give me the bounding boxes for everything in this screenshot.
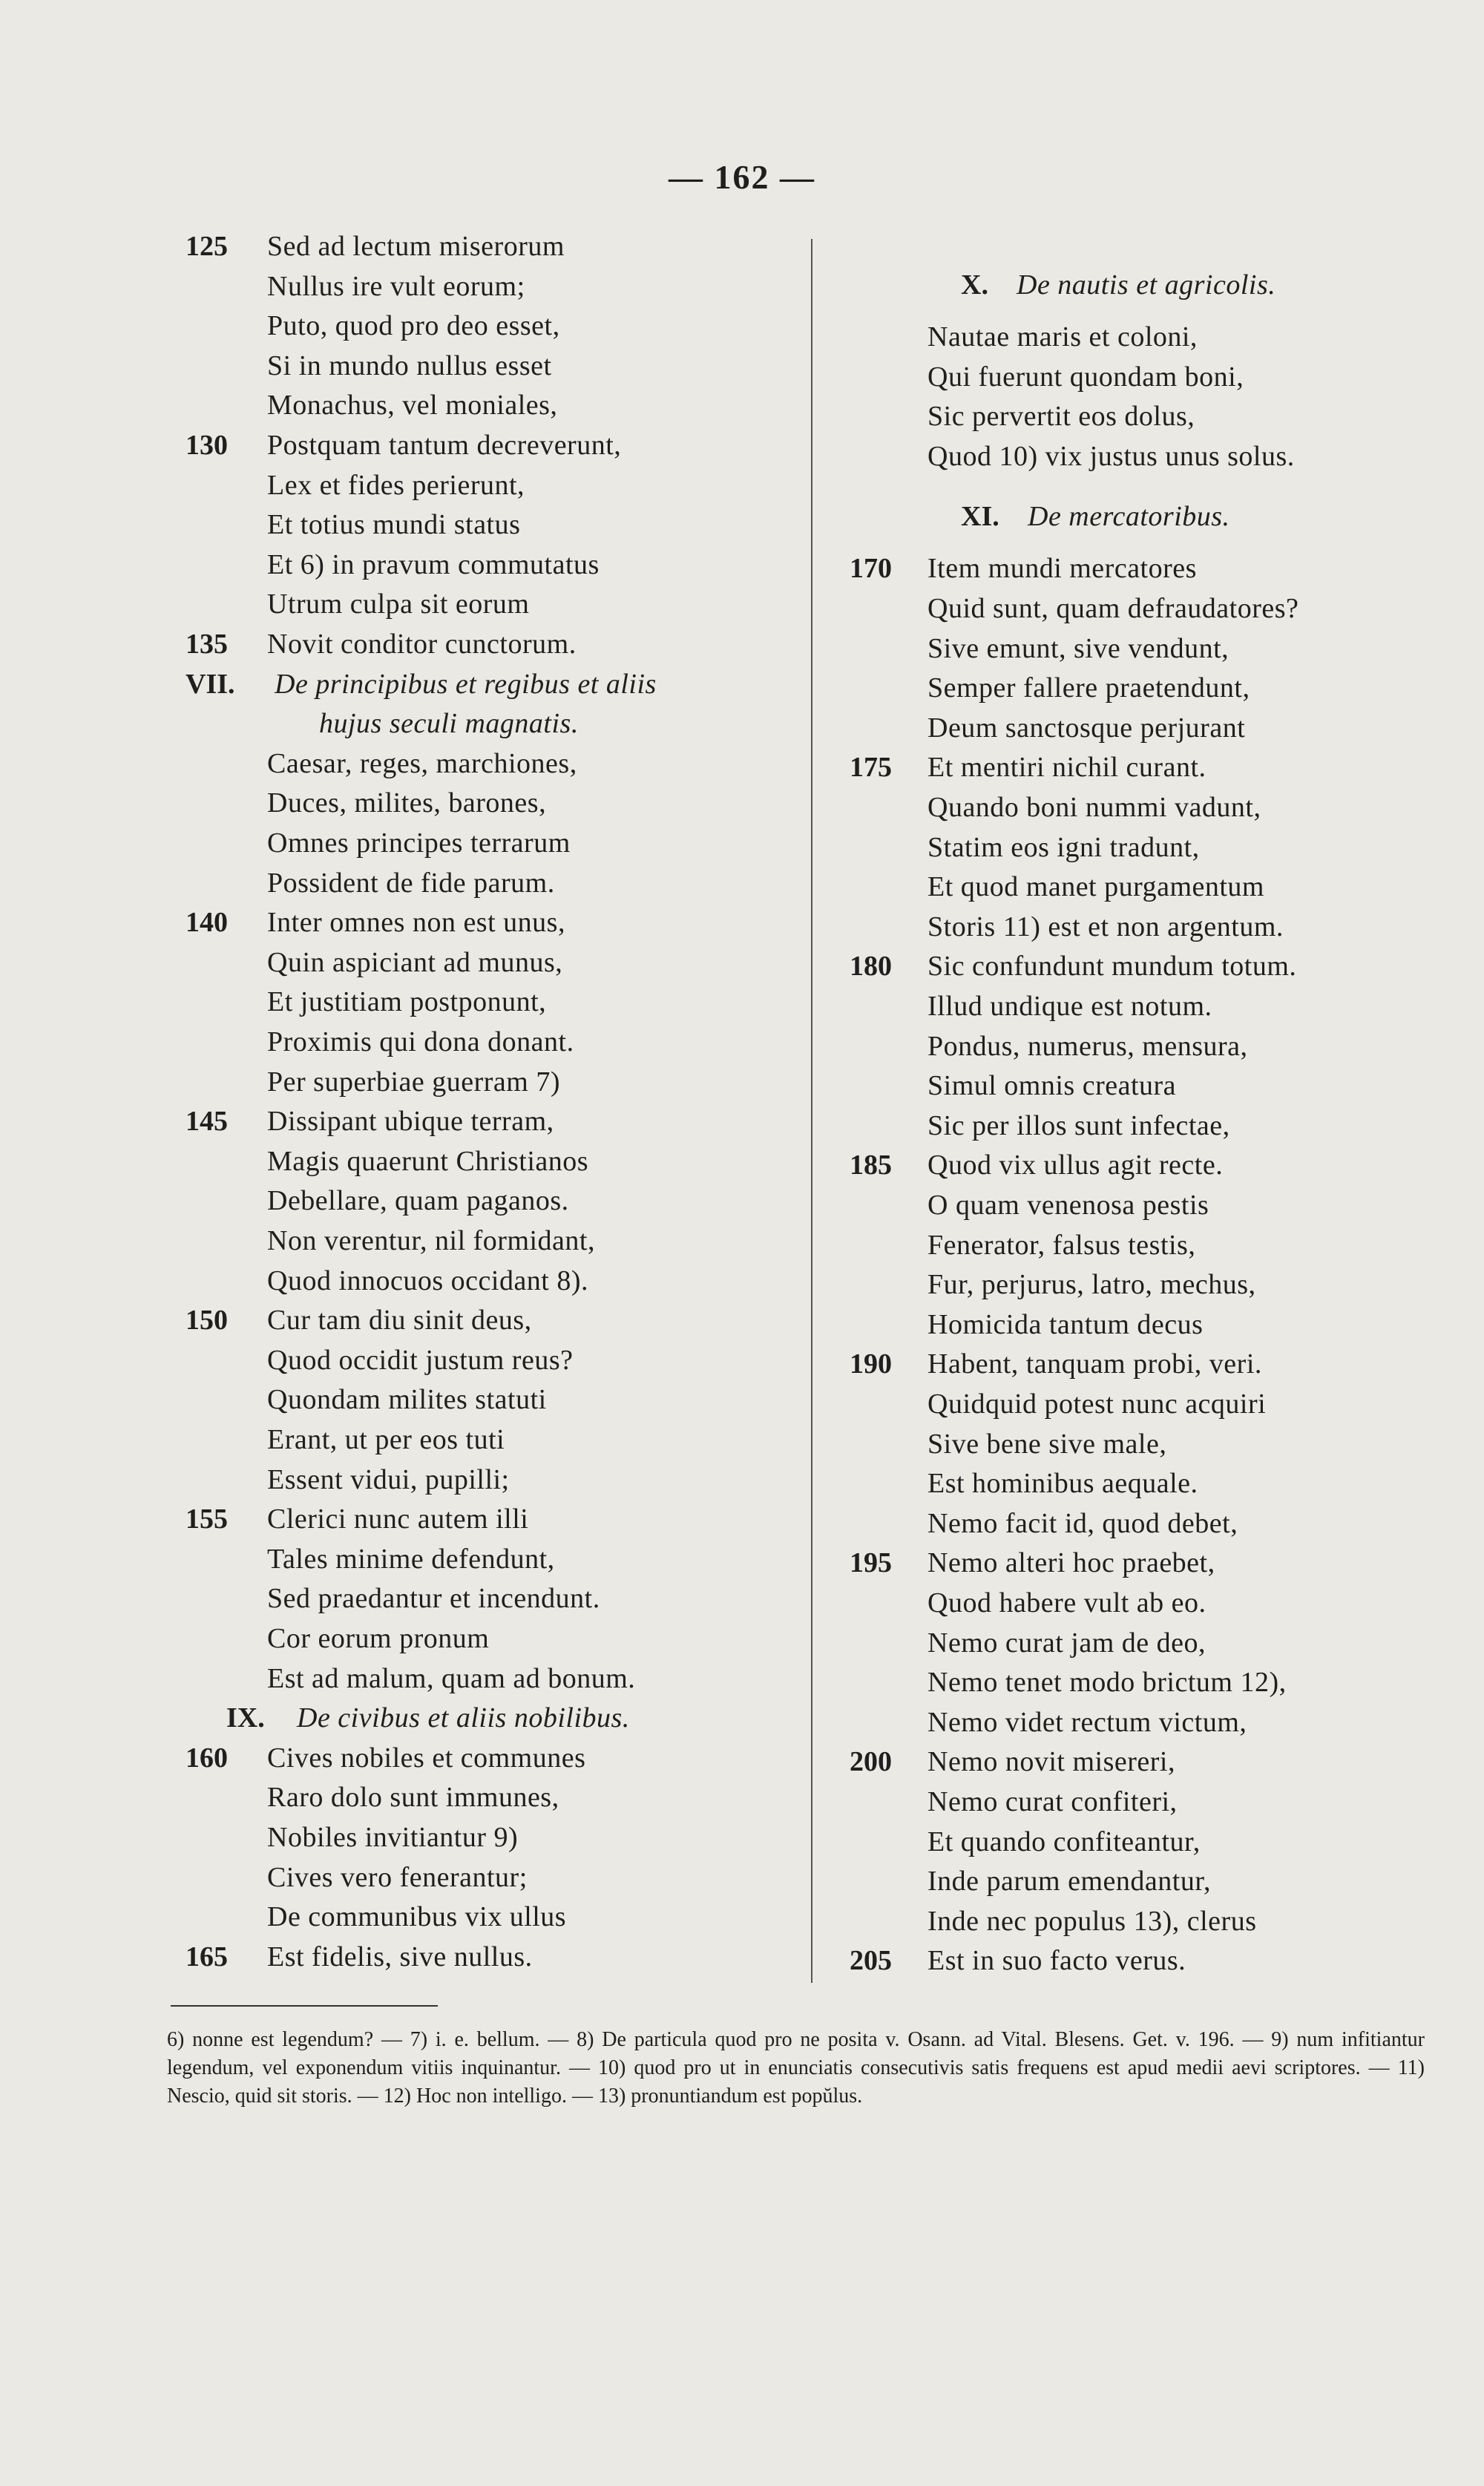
section-heading: De nautis et agricolis.: [1017, 269, 1276, 301]
verse-line: Est in suo facto verus.: [928, 1945, 1186, 1976]
verse-line: Statim eos igni tradunt,: [928, 832, 1200, 863]
verse-line: Cor eorum pronum: [267, 1623, 490, 1654]
verse-line: Non verentur, nil formidant,: [267, 1225, 595, 1256]
verse-line: Lex et fides perierunt,: [267, 470, 525, 501]
verse-line: Fenerator, falsus testis,: [928, 1230, 1196, 1261]
verse-line: Monachus, vel moniales,: [267, 390, 558, 421]
line-number: 190: [850, 1348, 892, 1380]
line-number: IX.: [226, 1702, 265, 1734]
line-number: 195: [850, 1547, 892, 1578]
verse-line: Sive bene sive male,: [928, 1429, 1167, 1460]
verse-line: Quod 10) vix justus unus solus.: [928, 441, 1295, 472]
line-number: 130: [186, 430, 228, 461]
verse-line: Cives nobiles et communes: [267, 1742, 586, 1774]
line-number: 155: [186, 1503, 228, 1535]
line-number: 180: [850, 951, 892, 982]
verse-line: Homicida tantum decus: [928, 1309, 1204, 1340]
verse-line: Puto, quod pro deo esset,: [267, 310, 560, 341]
verse-line: Utrum culpa sit eorum: [267, 588, 530, 620]
footnotes: 6) nonne est legendum? — 7) i. e. bellum. — 8) De particula quod pro ne posita v. Osann. ad Vital. Blesens. Get. v. 196. — 9) num infitiantur legendum, vel exponendum vitiis inquinantur. — 10) quod pro ut in enunciatis consecutivis satis frequens est apud medii aevi scriptores. — 11) Nescio, quid sit storis. — 12) Hoc non intelligo. — 13) pronuntiandum est popŭlus.: [167, 2028, 1425, 2108]
verse-line: Si in mundo nullus esset: [267, 350, 552, 381]
verse-line: Et quod manet purgamentum: [928, 871, 1264, 902]
line-number: XI.: [961, 501, 999, 532]
verse-line: Et 6) in pravum commutatus: [267, 549, 600, 580]
verse-line: Erant, ut per eos tuti: [267, 1424, 505, 1455]
verse-line: Novit conditor cunctorum.: [267, 629, 577, 660]
line-number: 140: [186, 907, 228, 938]
line-number: 135: [186, 629, 228, 660]
verse-line: Nemo videt rectum victum,: [928, 1707, 1247, 1738]
verse-line: Nemo facit id, quod debet,: [928, 1508, 1238, 1539]
verse-line: Raro dolo sunt immunes,: [267, 1782, 559, 1813]
verse-line: Nemo novit misereri,: [928, 1746, 1175, 1777]
verse-line: Omnes principes terrarum: [267, 827, 571, 859]
verse-line: Quondam milites statuti: [267, 1384, 547, 1415]
verse-line: Inde parum emendantur,: [928, 1866, 1211, 1897]
verse-line: Nullus ire vult eorum;: [267, 271, 525, 302]
section-heading: hujus seculi magnatis.: [319, 708, 579, 739]
verse-line: Sive emunt, sive vendunt,: [928, 633, 1229, 664]
line-number: 125: [186, 231, 228, 262]
verse-line: Simul omnis creatura: [928, 1070, 1177, 1101]
verse-line: Sed ad lectum miserorum: [267, 231, 565, 262]
verse-line: Sic pervertit eos dolus,: [928, 401, 1195, 432]
section-heading: De mercatoribus.: [1028, 501, 1230, 532]
verse-line: Cives vero fenerantur;: [267, 1862, 528, 1893]
line-number: X.: [961, 269, 988, 301]
verse-line: Fur, perjurus, latro, mechus,: [928, 1269, 1256, 1300]
line-number: 170: [850, 553, 892, 584]
verse-line: Nemo curat confiteri,: [928, 1786, 1178, 1817]
line-number: 160: [186, 1742, 228, 1774]
verse-line: Et mentiri nichil curant.: [928, 752, 1206, 783]
verse-line: Quod vix ullus agit recte.: [928, 1149, 1224, 1181]
line-number: 200: [850, 1746, 892, 1777]
verse-line: Et quando confiteantur,: [928, 1826, 1201, 1857]
verse-line: Caesar, reges, marchiones,: [267, 748, 577, 779]
verse-line: Habent, tanquam probi, veri.: [928, 1348, 1262, 1380]
line-number: 185: [850, 1149, 892, 1181]
verse-line: Tales minime defendunt,: [267, 1544, 555, 1575]
verse-line: Cur tam diu sinit deus,: [267, 1305, 532, 1336]
verse-line: Quin aspiciant ad munus,: [267, 947, 563, 978]
verse-line: Possident de fide parum.: [267, 868, 555, 899]
verse-line: Nemo tenet modo brictum 12),: [928, 1667, 1287, 1698]
verse-line: Sic confundunt mundum totum.: [928, 951, 1297, 982]
verse-line: Semper fallere praetendunt,: [928, 672, 1250, 704]
line-number: 145: [186, 1106, 228, 1137]
verse-line: Magis quaerunt Christianos: [267, 1146, 589, 1177]
verse-line: Debellare, quam paganos.: [267, 1185, 569, 1216]
verse-line: Item mundi mercatores: [928, 553, 1197, 584]
verse-line: Proximis qui dona donant.: [267, 1026, 574, 1057]
verse-line: O quam venenosa pestis: [928, 1190, 1209, 1221]
verse-line: Et justitiam postponunt,: [267, 986, 547, 1017]
section-heading: De civibus et aliis nobilibus.: [297, 1702, 630, 1734]
line-number: 150: [186, 1305, 228, 1336]
verse-line: Quod habere vult ab eo.: [928, 1587, 1206, 1618]
verse-line: De communibus vix ullus: [267, 1901, 567, 1932]
line-number: 165: [186, 1941, 228, 1972]
verse-line: Nemo curat jam de deo,: [928, 1627, 1206, 1659]
verse-line: Inde nec populus 13), clerus: [928, 1906, 1257, 1937]
verse-line: Quando boni nummi vadunt,: [928, 792, 1261, 823]
line-number: 205: [850, 1945, 892, 1976]
verse-line: Nautae maris et coloni,: [928, 321, 1198, 352]
verse-line: Deum sanctosque perjurant: [928, 712, 1246, 744]
column-divider: [811, 239, 812, 1983]
verse-line: Quid sunt, quam defraudatores?: [928, 593, 1299, 624]
verse-line: Nobiles invitiantur 9): [267, 1822, 519, 1853]
verse-line: Et totius mundi status: [267, 509, 521, 540]
verse-line: Quod occidit justum reus?: [267, 1345, 574, 1376]
verse-line: Storis 11) est et non argentum.: [928, 911, 1284, 942]
verse-line: Nemo alteri hoc praebet,: [928, 1547, 1215, 1578]
verse-line: Est hominibus aequale.: [928, 1468, 1198, 1499]
verse-line: Sed praedantur et incendunt.: [267, 1583, 600, 1614]
verse-line: Pondus, numerus, mensura,: [928, 1031, 1248, 1062]
verse-line: Postquam tantum decreverunt,: [267, 430, 622, 461]
verse-line: Clerici nunc autem illi: [267, 1503, 529, 1535]
verse-line: Quod innocuos occidant 8).: [267, 1265, 589, 1296]
verse-line: Est fidelis, sive nullus.: [267, 1941, 533, 1972]
verse-line: Quidquid potest nunc acquiri: [928, 1388, 1267, 1420]
page-number: — 162 —: [669, 158, 815, 196]
section-heading: De principibus et regibus et aliis: [275, 669, 657, 700]
footnote-rule: [171, 2005, 438, 2007]
verse-line: Duces, milites, barones,: [267, 787, 547, 819]
verse-line: Inter omnes non est unus,: [267, 907, 565, 938]
line-number: VII.: [186, 669, 235, 700]
verse-line: Essent vidui, pupilli;: [267, 1464, 510, 1495]
verse-line: Qui fuerunt quondam boni,: [928, 361, 1244, 393]
verse-line: Illud undique est notum.: [928, 991, 1212, 1022]
verse-line: Per superbiae guerram 7): [267, 1066, 561, 1098]
verse-line: Dissipant ubique terram,: [267, 1106, 554, 1137]
verse-line: Est ad malum, quam ad bonum.: [267, 1663, 636, 1694]
verse-line: Sic per illos sunt infectae,: [928, 1110, 1230, 1141]
line-number: 175: [850, 752, 892, 783]
